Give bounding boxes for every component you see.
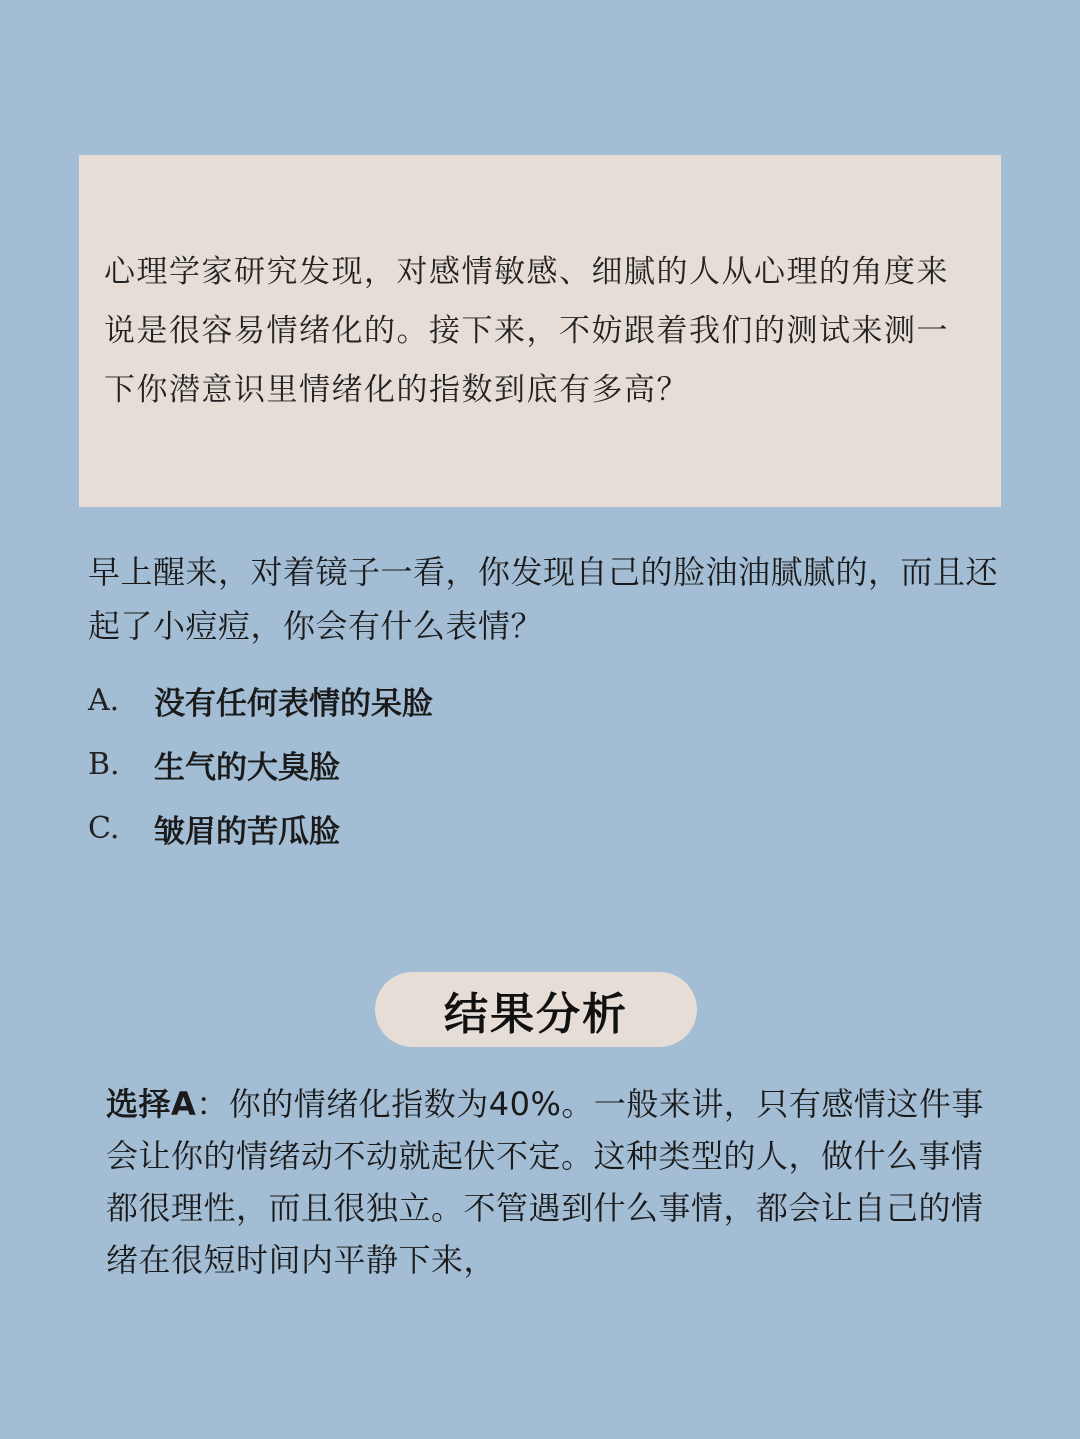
result-title-pill: [375, 972, 697, 1047]
analysis-paragraph: [106, 1078, 996, 1286]
option-label: 没有任何表情的呆脸: [154, 685, 433, 722]
intro-card: [79, 155, 1001, 507]
option-letter: C.: [88, 810, 120, 846]
option-a[interactable]: [88, 668, 988, 732]
question-text: 早上醒来，对着镜子一看，你发现自己的脸油油腻腻的，而且还起了小痘痘，你会有什么表情？: [88, 553, 999, 645]
option-label: 生气的大臭脸: [154, 749, 340, 786]
option-letter: A.: [88, 682, 120, 718]
analysis-choice-label: 选择A: [106, 1085, 197, 1123]
option-letter: B.: [88, 746, 120, 782]
option-b[interactable]: [88, 732, 988, 796]
intro-text: 心理学家研究发现，对感情敏感、细腻的人从心理的角度来说是很容易情绪化的。接下来，不妨跟着我们的测试来测一下你潜意识里情绪化的指数到底有多高？: [104, 254, 949, 408]
result-title: 结果分析: [444, 988, 628, 1040]
option-c[interactable]: [88, 796, 988, 860]
analysis-text: ：你的情绪化指数为40%。一般来讲，只有感情这件事会让你的情绪动不动就起伏不定。这种类型的人，做什么事情都很理性，而且很独立。不管遇到什么事情，都会让自己的情绪在很短时间内平静下来，: [106, 1085, 984, 1279]
option-label: 皱眉的苦瓜脸: [154, 813, 340, 850]
options-list: [88, 668, 988, 860]
